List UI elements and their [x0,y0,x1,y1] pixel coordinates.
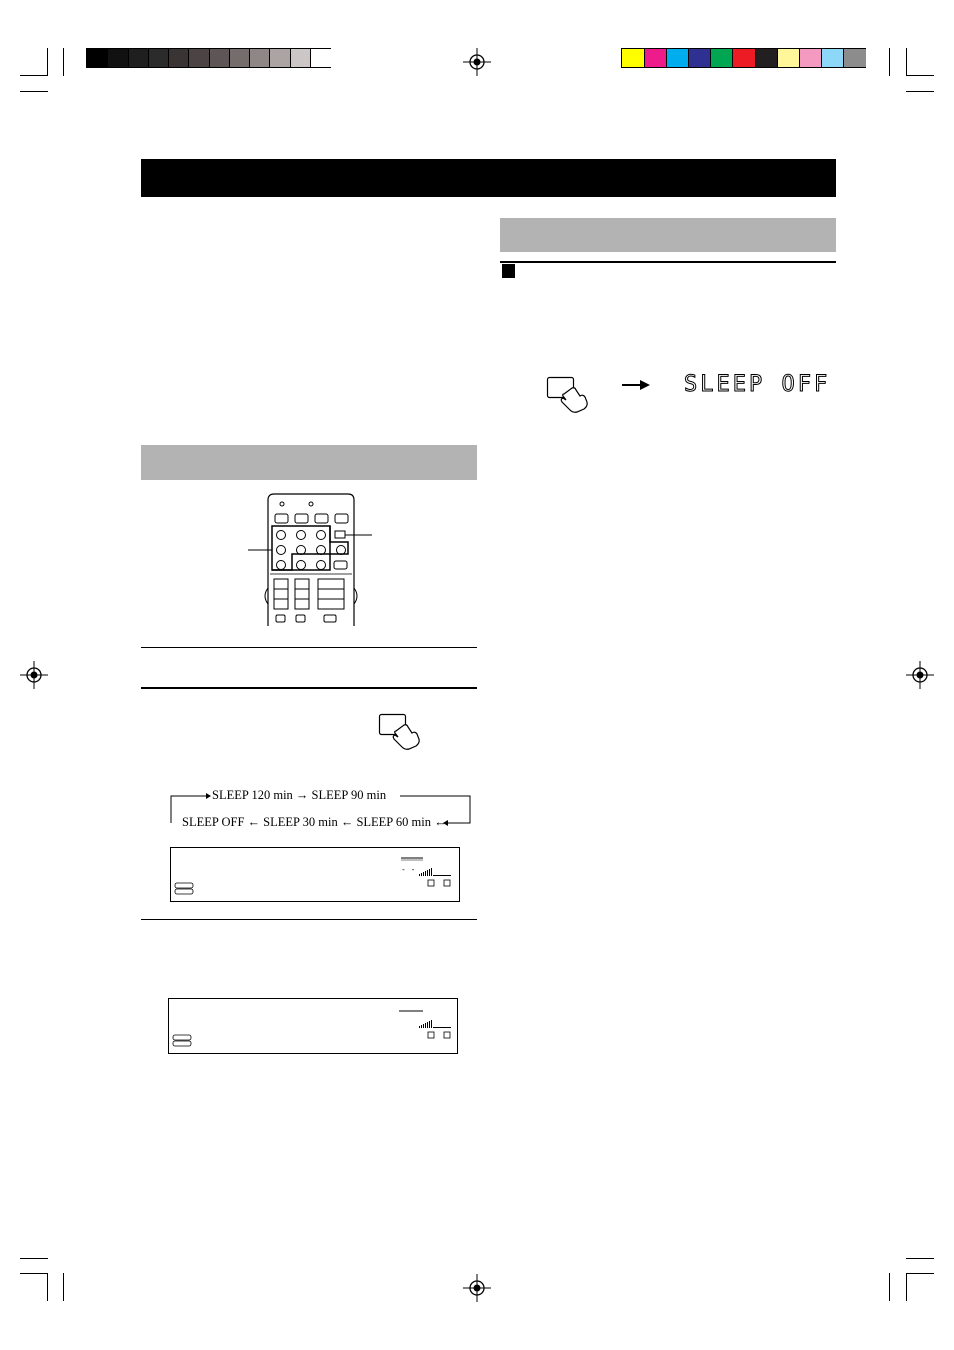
grayscale-swatch [188,49,209,67]
process-color-swatch [821,49,844,67]
left-rule-1 [141,647,477,648]
grayscale-swatch [168,49,189,67]
registration-mark-icon [906,661,934,689]
seq-sleep-off: SLEEP OFF [182,815,245,829]
svg-text:- -: - - [401,865,416,874]
registration-mark-icon [20,661,48,689]
seq-arrow: ← [247,815,261,829]
left-rule-3 [141,919,477,920]
registration-mark-icon [463,48,491,76]
grayscale-swatch [229,49,250,67]
hand-press-icon [546,376,592,414]
registration-mark-icon [463,1274,491,1302]
process-color-swatch [666,49,689,67]
front-panel-display-2 [168,998,458,1054]
process-color-swatch [799,49,822,67]
left-rule-2 [141,687,477,689]
seq-sleep-90: SLEEP 90 min [311,788,387,802]
hand-press-icon [378,713,424,751]
process-color-swatch [732,49,755,67]
grayscale-swatch [128,49,149,67]
process-color-swatch [843,49,866,67]
front-panel-display-1 [170,847,460,902]
seq-arrow: ← [340,815,354,829]
seq-sleep-120: SLEEP 120 min [212,788,293,802]
grayscale-swatch [249,49,270,67]
process-color-swatch [688,49,711,67]
process-color-swatch [777,49,800,67]
page-header-bar [141,159,836,197]
seq-sleep-30: SLEEP 30 min [263,815,338,829]
grayscale-swatch [269,49,290,67]
grayscale-swatch [290,49,311,67]
seq-sleep-60: SLEEP 60 min [356,815,431,829]
right-section-bar [500,218,836,252]
process-color-swatch [755,49,778,67]
remote-control-icon [248,492,374,626]
grayscale-bar [86,48,331,68]
process-color-bar [621,48,866,68]
process-color-swatch [644,49,667,67]
process-color-swatch [622,49,645,67]
seq-arrow: → [295,788,309,802]
step-rule [500,261,836,263]
process-color-swatch [710,49,733,67]
seq-arrow: ← [434,815,447,829]
grayscale-swatch [310,49,331,67]
arrow-right-icon [622,379,650,391]
step-marker [502,264,515,278]
grayscale-swatch [148,49,169,67]
left-section-bar [141,445,477,480]
grayscale-swatch [87,49,108,67]
grayscale-swatch [107,49,128,67]
sleep-display-text: SLEEP OFF [684,372,831,397]
grayscale-swatch [209,49,230,67]
